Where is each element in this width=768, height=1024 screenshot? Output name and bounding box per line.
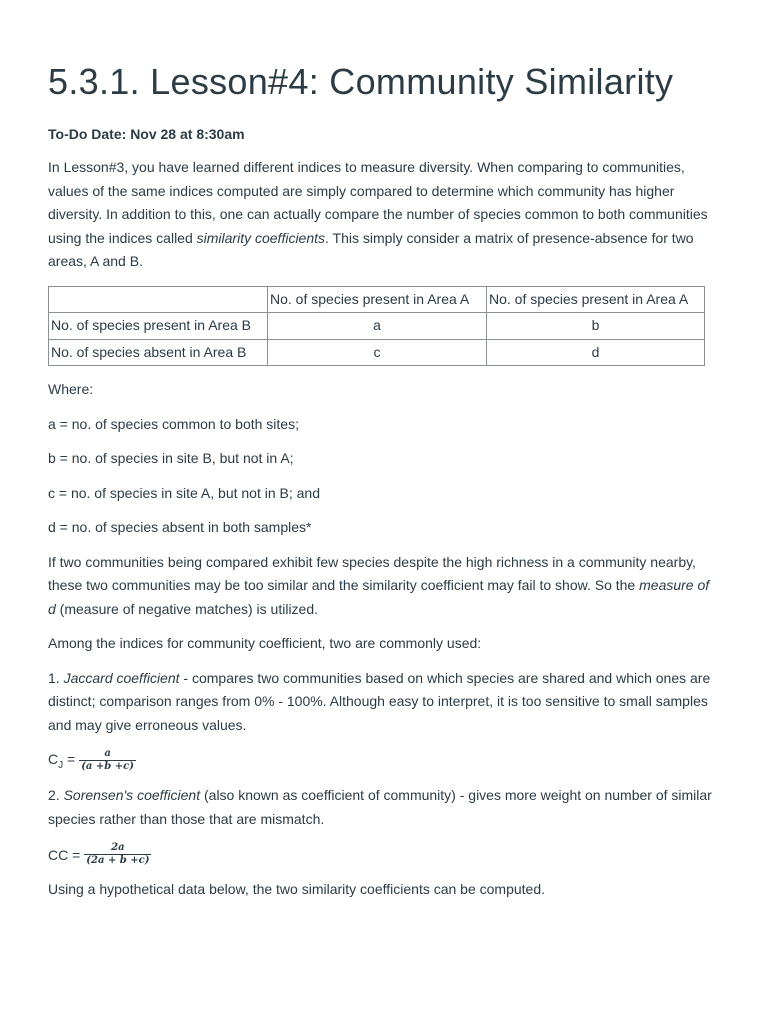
sorensen-formula-lhs: CC = [48, 846, 81, 863]
jaccard-numerator: a [104, 748, 111, 759]
indices-intro-paragraph: Among the indices for community coefficient, two are commonly used: [48, 635, 482, 651]
intro-text-1: In Lesson#3, you have learned different indices to measure diversity. When comparing to communities, values of the same indices computed are simply compared to determine which community has higher diversity. In addition to this, one can actually compare the number of species common to both communities using the indices called [48, 159, 708, 246]
sorensen-fraction [84, 842, 151, 867]
sorensen-numerator: 2a [111, 842, 125, 853]
jaccard-text: - compares two communities based on which species are shared and which ones are distinct; comparison ranges from 0% - 100%. Although easy to interpret, it is too sensitive to small samples and may give erroneous values. [48, 669, 711, 733]
table-header-cell: No. of species present in Area A [487, 286, 705, 313]
table-cell: a [268, 313, 487, 340]
table-cell: b [487, 313, 705, 340]
table-header-cell [49, 286, 268, 313]
sorensen-paragraph [48, 784, 720, 831]
todo-date-value: Nov 28 at 8:30am [130, 126, 245, 142]
sorensen-formula [48, 842, 720, 867]
jaccard-name: Jaccard coefficient [63, 669, 180, 686]
para2-text-2: (measure of negative matches) is utilized. [55, 600, 319, 617]
sorensen-number: 2. [48, 787, 64, 803]
table-row-header: No. of species present in Area B [49, 313, 268, 340]
intro-paragraph [48, 156, 720, 274]
table-cell: d [487, 339, 705, 366]
table-row-header: No. of species absent in Area B [49, 339, 268, 366]
jaccard-number: 1. [48, 669, 64, 686]
para2-text-1: If two communities being compared exhibit few species despite the high richness in a community nearby, these two communities may be too similar and the similarity coefficient may fail to show. So the [48, 553, 696, 593]
jaccard-lhs-symbol: C [48, 750, 59, 767]
todo-date [48, 126, 720, 142]
jaccard-equals: = [63, 750, 76, 767]
sorensen-denominator: (2a + b +c) [86, 855, 150, 866]
presence-absence-table [48, 286, 705, 367]
sorensen-name: Sorensen's coefficient [63, 787, 201, 803]
page-title: 5.3.1. Lesson#4: Community Similarity [48, 61, 674, 102]
negative-matches-paragraph [48, 551, 720, 622]
jaccard-paragraph [48, 667, 720, 738]
table-row [49, 339, 705, 366]
jaccard-formula [48, 748, 720, 773]
sorensen-text: (also known as coefficient of community) - gives more weight on number of similar species rather than those that are mismatch. [48, 787, 712, 827]
table-header-row [49, 286, 705, 313]
where-label: Where: [48, 381, 94, 397]
intro-text-2: . This simply consider a matrix of presence-absence for two areas, A and B. [48, 229, 694, 269]
jaccard-denominator: (a +b +c) [81, 761, 134, 772]
table-row [49, 313, 705, 340]
jaccard-formula-lhs [48, 751, 75, 771]
definition-item: c = no. of species in site A, but not in B; and [48, 484, 321, 501]
jaccard-lhs-subscript: J [58, 759, 64, 771]
definition-item: b = no. of species in site B, but not in A; [48, 450, 294, 466]
jaccard-fraction [79, 748, 136, 773]
definition-item: d = no. of species absent in both samples* [48, 519, 312, 535]
table-cell: c [268, 339, 487, 366]
todo-date-label: To-Do Date: [48, 126, 127, 142]
definition-item: a = no. of species common to both sites; [48, 415, 299, 432]
para2-italic-term: measure of d [48, 577, 710, 617]
hypothetical-data-paragraph: Using a hypothetical data below, the two similarity coefficients can be computed. [48, 881, 546, 897]
table-header-cell: No. of species present in Area A [268, 286, 487, 313]
intro-italic-term: similarity coefficients [196, 229, 326, 246]
